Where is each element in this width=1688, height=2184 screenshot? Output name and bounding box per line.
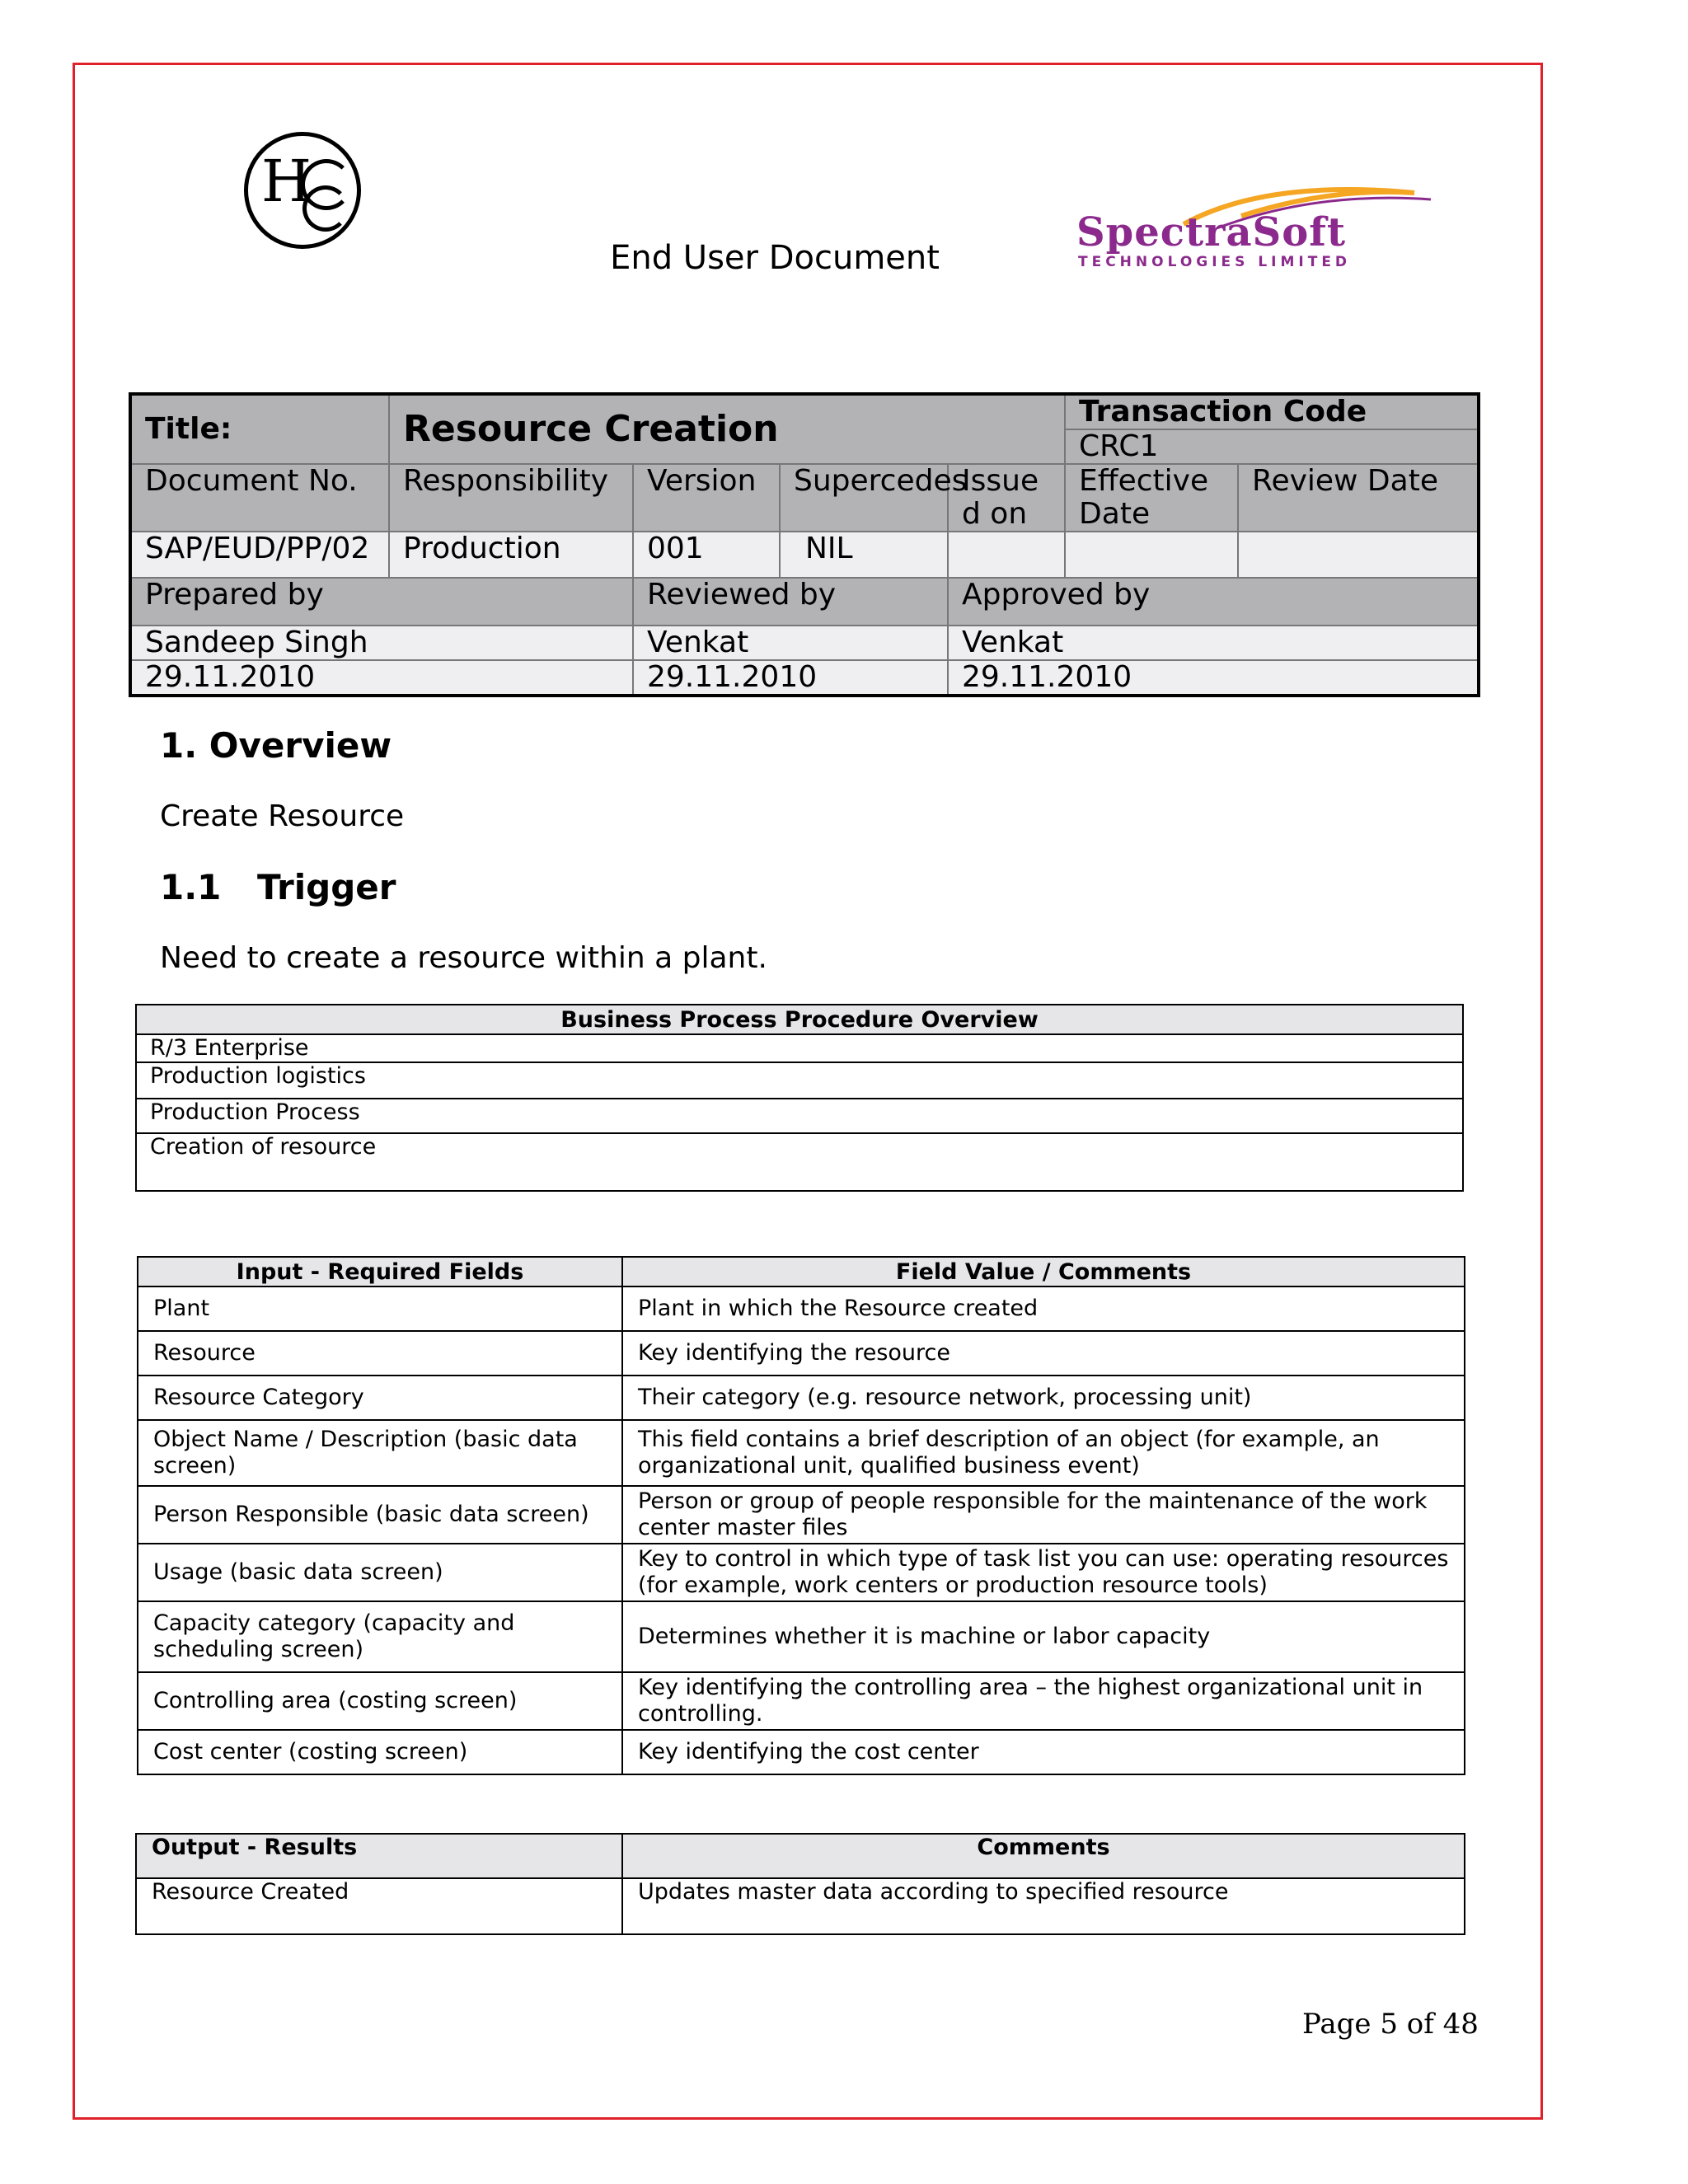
prepared-by-name: Sandeep Singh	[130, 626, 633, 660]
approved-date: 29.11.2010	[948, 660, 1479, 696]
reviewed-date: 29.11.2010	[633, 660, 948, 696]
input-field-name: Controlling area (costing screen)	[138, 1672, 622, 1730]
prepared-by-label: Prepared by	[130, 578, 633, 626]
input-field-comment: Key identifying the cost center	[622, 1730, 1465, 1774]
col-responsibility: Responsibility	[389, 464, 633, 532]
input-col-fields: Input - Required Fields	[138, 1257, 622, 1286]
document-title: Resource Creation	[389, 394, 1065, 464]
transaction-code-label: Transaction Code	[1065, 394, 1479, 429]
input-field-comment: Plant in which the Resource created	[622, 1286, 1465, 1331]
trigger-title: Trigger	[257, 867, 396, 907]
col-document-no: Document No.	[130, 464, 389, 532]
overview-heading: 1. Overview	[160, 725, 392, 766]
hcc-logo: H	[244, 132, 361, 249]
title-label: Title:	[130, 394, 389, 464]
col-version: Version	[633, 464, 780, 532]
input-field-comment: Their category (e.g. resource network, processing unit)	[622, 1376, 1465, 1420]
input-col-comments: Field Value / Comments	[622, 1257, 1465, 1286]
output-comment: Updates master data according to specified resource	[622, 1878, 1465, 1934]
bpp-row: R/3 Enterprise	[136, 1034, 1463, 1062]
output-results-table	[135, 1833, 1465, 1935]
output-result: Resource Created	[136, 1878, 622, 1934]
page-number: Page 5 of 48	[1302, 2008, 1479, 2041]
company-subtitle: TECHNOLOGIES LIMITED	[1078, 254, 1352, 270]
supercedes-value: NIL	[780, 532, 948, 578]
spectrasoft-logo	[1068, 183, 1373, 275]
input-field-name: Object Name / Description (basic data screen)	[138, 1420, 622, 1486]
col-issued-on: Issue d on	[948, 464, 1065, 532]
bpp-row: Production Process	[136, 1099, 1463, 1133]
reviewed-by-name: Venkat	[633, 626, 948, 660]
trigger-number: 1.1	[160, 867, 222, 907]
bpp-header: Business Process Procedure Overview	[136, 1005, 1463, 1034]
input-field-name: Person Responsible (basic data screen)	[138, 1486, 622, 1544]
input-field-comment: Key identifying the resource	[622, 1331, 1465, 1376]
responsibility-value: Production	[389, 532, 633, 578]
review-date-value	[1238, 532, 1479, 578]
input-field-comment: Key to control in which type of task list you can use: operating resources (for example, work centers or production resource tools)	[622, 1544, 1465, 1601]
document-heading: End User Document	[610, 239, 940, 277]
input-field-name: Resource Category	[138, 1376, 622, 1420]
bpp-row: Creation of resource	[136, 1133, 1463, 1191]
prepared-date: 29.11.2010	[130, 660, 633, 696]
trigger-text: Need to create a resource within a plant.	[160, 941, 767, 975]
company-name: SpectraSoft	[1076, 209, 1347, 255]
bpp-row: Production logistics	[136, 1062, 1463, 1099]
transaction-code-value: CRC1	[1065, 429, 1479, 464]
document-metadata-table	[129, 392, 1480, 697]
input-field-name: Usage (basic data screen)	[138, 1544, 622, 1601]
business-process-table	[135, 1004, 1464, 1192]
input-field-name: Cost center (costing screen)	[138, 1730, 622, 1774]
document-no-value: SAP/EUD/PP/02	[130, 532, 389, 578]
input-field-comment: This field contains a brief description of an object (for example, an organizational unit, qualified business event)	[622, 1420, 1465, 1486]
approved-by-name: Venkat	[948, 626, 1479, 660]
issued-on-value	[948, 532, 1065, 578]
col-effective-date: Effective Date	[1065, 464, 1238, 532]
input-fields-table	[137, 1256, 1465, 1775]
trigger-heading	[160, 867, 396, 907]
col-supercedes: Supercedes	[780, 464, 948, 532]
output-col-comments: Comments	[622, 1834, 1465, 1878]
input-field-name: Capacity category (capacity and scheduling screen)	[138, 1601, 622, 1672]
input-field-comment: Determines whether it is machine or labor capacity	[622, 1601, 1465, 1672]
reviewed-by-label: Reviewed by	[633, 578, 948, 626]
output-col-results: Output - Results	[136, 1834, 622, 1878]
input-field-comment: Key identifying the controlling area – the highest organizational unit in controlling.	[622, 1672, 1465, 1730]
version-value: 001	[633, 532, 780, 578]
overview-text: Create Resource	[160, 799, 405, 833]
col-review-date: Review Date	[1238, 464, 1479, 532]
approved-by-label: Approved by	[948, 578, 1479, 626]
input-field-name: Resource	[138, 1331, 622, 1376]
input-field-name: Plant	[138, 1286, 622, 1331]
effective-date-value	[1065, 532, 1238, 578]
input-field-comment: Person or group of people responsible for the maintenance of the work center master files	[622, 1486, 1465, 1544]
